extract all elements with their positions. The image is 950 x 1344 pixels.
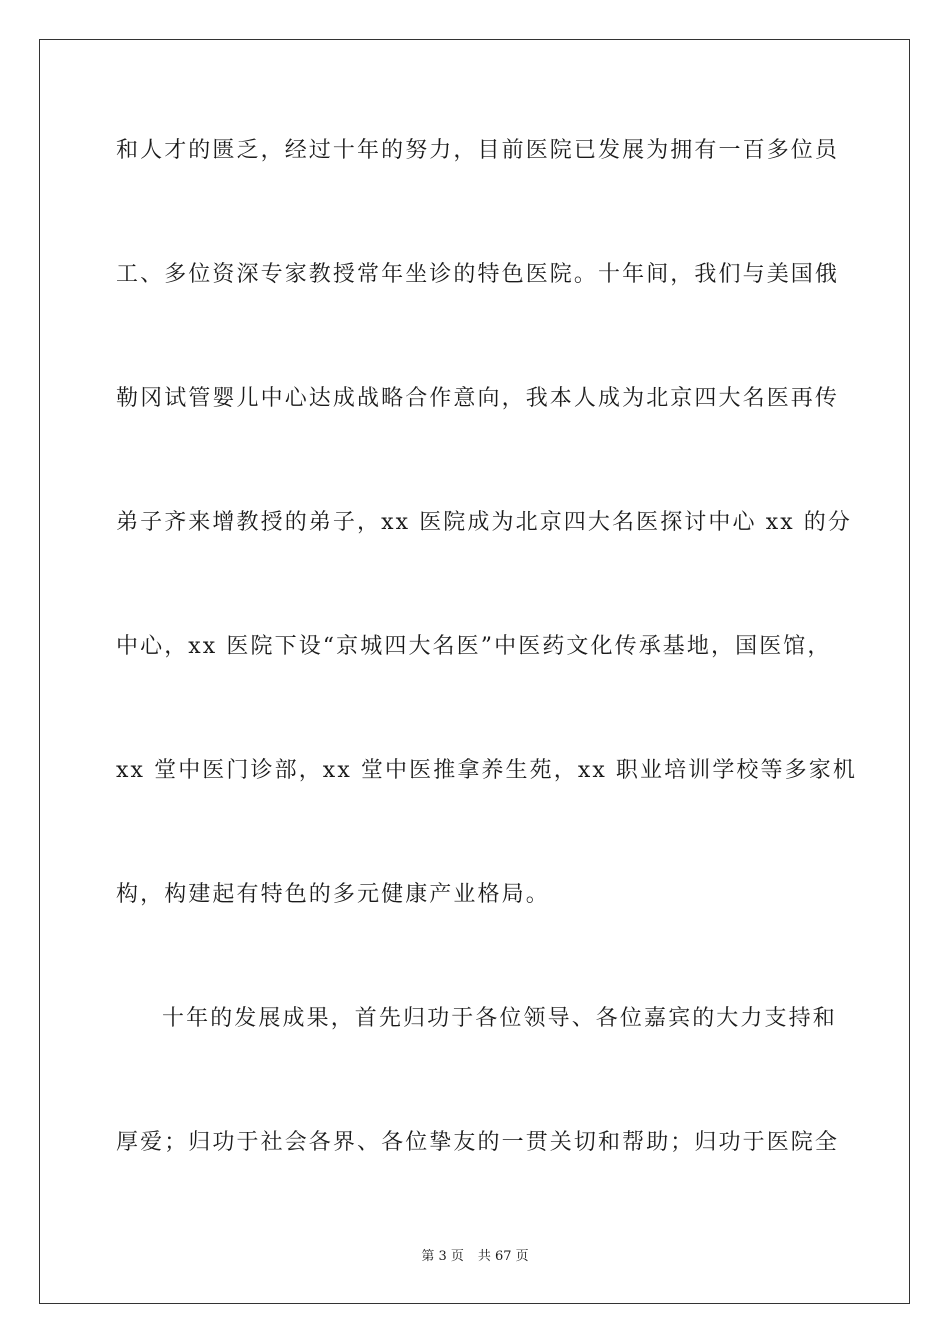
text-line: 勒冈试管婴儿中心达成战略合作意向，我本人成为北京四大名医再传: [116, 386, 840, 411]
text-line: 构，构建起有特色的多元健康产业格局。: [116, 882, 550, 907]
text-line: 工、多位资深专家教授常年坐诊的特色医院。十年间，我们与美国俄: [116, 262, 840, 287]
page-footer: [0, 1248, 950, 1266]
paragraph-first-line: 十年的发展成果，首先归功于各位领导、各位嘉宾的大力支持和: [162, 1006, 837, 1031]
page-number: 第 3 页: [421, 1249, 464, 1264]
text-line: 中心，xx 医院下设“京城四大名医”中医药文化传承基地，国医馆，: [116, 634, 832, 659]
page-border: [39, 39, 910, 1304]
page-total: 共 67 页: [477, 1249, 529, 1264]
text-line: 弟子齐来增教授的弟子，xx 医院成为北京四大名医探讨中心 xx 的分: [116, 510, 853, 535]
text-line: xx 堂中医门诊部，xx 堂中医推拿养生苑，xx 职业培训学校等多家机: [116, 758, 857, 783]
text-line: 和人才的匮乏，经过十年的努力，目前医院已发展为拥有一百多位员: [116, 138, 840, 163]
text-line: 厚爱；归功于社会各界、各位挚友的一贯关切和帮助；归功于医院全: [116, 1130, 840, 1155]
